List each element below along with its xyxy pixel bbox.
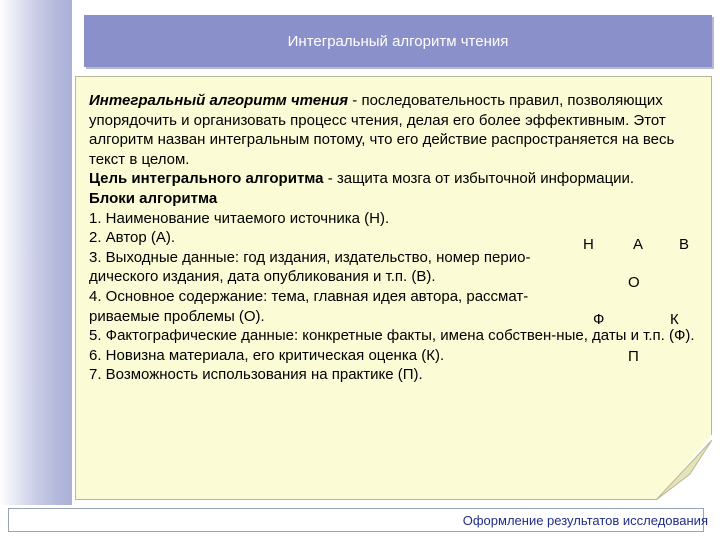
block-letter-k: К (670, 311, 679, 328)
block-letter-v: В (679, 236, 690, 253)
block-letter-f: Ф (593, 311, 605, 328)
footer-caption: Оформление результатов исследования (462, 513, 708, 528)
definition-text: - последовательность правил, позволяющих упорядочить и организовать процесс чтения, делая его более эффективным. Этот алгоритм назван интегральным потому, что его действие распространяется на весь текст в целом. (89, 92, 675, 168)
goal-text: - защита мозга от избыточной информации. (323, 170, 635, 188)
list-item: 4. Основное содержание: тема, главная идея автора, рассмат-риваемые проблемы (О). (89, 287, 529, 325)
slide-body (89, 91, 709, 385)
page-curl-icon (656, 440, 712, 500)
slide-title-text: Интегральный алгоритм чтения (287, 32, 509, 50)
list-item: 3. Выходные данные: год издания, издательство, номер перио-дического издания, дата опубликования и т.п. (В). (89, 248, 531, 286)
block-letter-p: П (628, 348, 639, 365)
blocks-heading: Блоки алгоритма (89, 189, 218, 207)
block-letter-o: О (628, 274, 640, 291)
slide-title (84, 15, 712, 67)
definition-paragraph (89, 91, 709, 169)
goal-paragraph (89, 169, 709, 189)
list-item: 6. Новизна материала, его критическая оценка (К). (89, 346, 445, 364)
block-letter-n: Н (583, 236, 594, 253)
goal-term: Цель интегрального алгоритма (89, 170, 324, 188)
list-item: 7. Возможность использования на практике (П). (89, 366, 423, 384)
list-item: 5. Фактографические данные: конкретные факты, имена собствен-ные, даты и т.п. (Ф). (89, 327, 695, 345)
list-item: 1. Наименование читаемого источника (Н). (89, 209, 390, 227)
decorative-left-stripe (0, 0, 72, 505)
block-letter-a: А (633, 236, 644, 253)
definition-term: Интегральный алгоритм чтения (89, 92, 349, 109)
list-item: 2. Автор (А). (89, 229, 176, 247)
